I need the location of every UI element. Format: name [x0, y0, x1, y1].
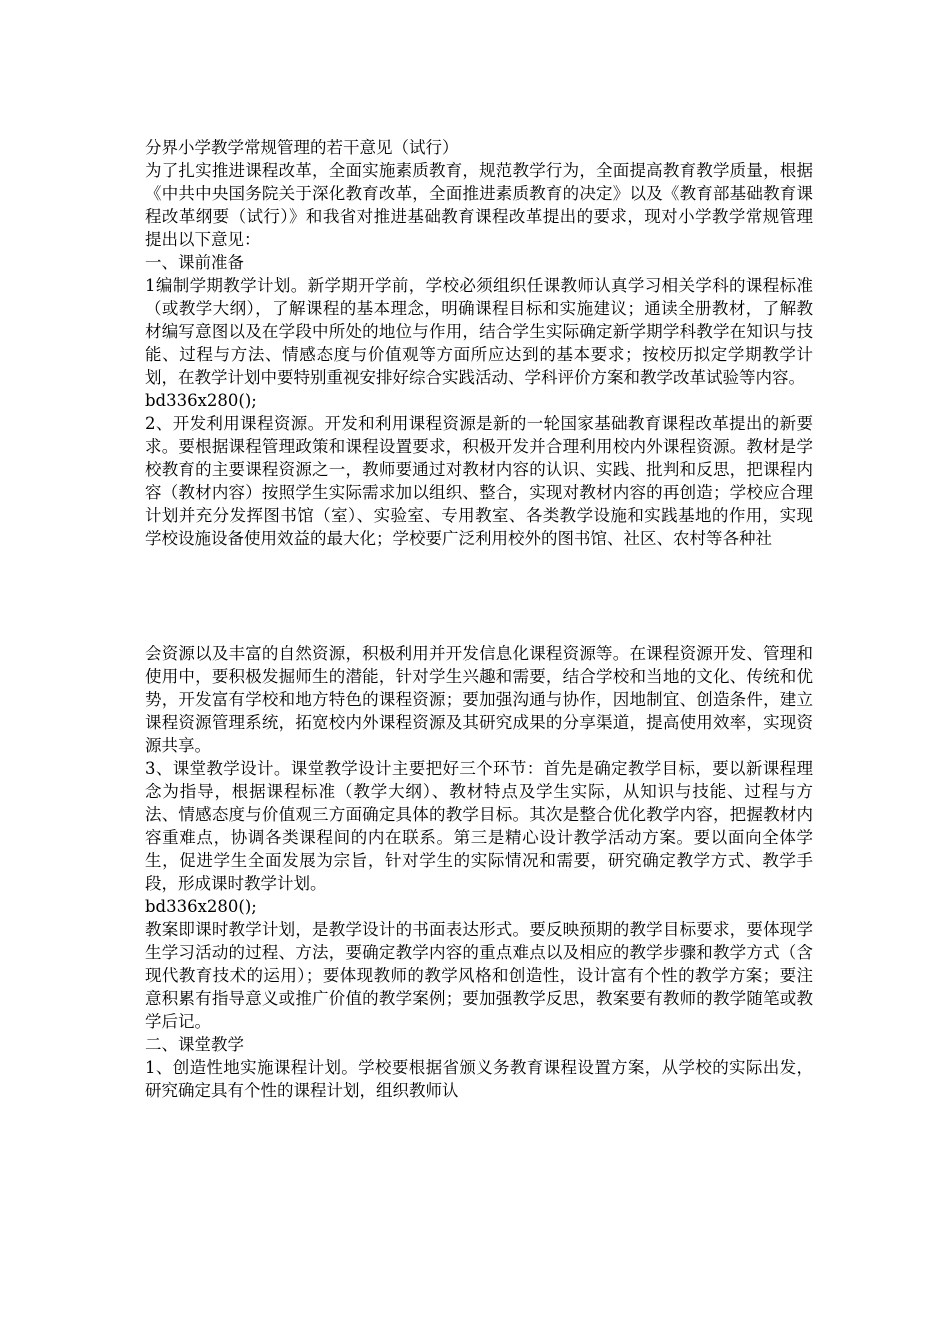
- paragraph-lesson-design: 3、课堂教学设计。课堂教学设计主要把好三个环节：首先是确定教学目标，要以新课程理念为指导，根据课程标准（教学大纲）、教材特点及学生实际，从知识与技能、过程与方法、情感态度与价值观三方面确定具体的教学目标。其次是整合优化教学内容，把握教材内容重难点，协调各类课程间的内在联系。第三是精心设计教学活动方案。要以面向全体学生，促进学生全面发展为宗旨，针对学生的实际情况和需要，研究确定教学方式、教学手段，形成课时教学计划。: [145, 759, 813, 893]
- paragraph-course-resources-continued: 会资源以及丰富的自然资源，积极利用并开发信息化课程资源等。在课程资源开发、管理和使用中，要积极发掘师生的潜能，针对学生兴趣和需要，结合学校和当地的文化、传统和优势，开发富有学校和地方特色的课程资源；要加强沟通与协作，因地制宜、创造条件，建立课程资源管理系统，拓宽校内外课程资源及其研究成果的分享渠道，提高使用效率，实现资源共享。: [145, 644, 813, 755]
- ad-code-line: bd336x280();: [145, 897, 257, 916]
- paragraph-lesson-plan: 教案即课时教学计划，是教学设计的书面表达形式。要反映预期的教学目标要求，要体现学生学习活动的过程、方法，要确定教学内容的重点难点以及相应的教学步骤和教学方式（含现代教育技术的运用）；要体现教师的教学风格和创造性，设计富有个性的教学方案；要注意积累有指导意义或推广价值的教学案例；要加强教学反思，教案要有教师的教学随笔或教学后记。: [145, 920, 813, 1031]
- section-heading-pre-class: 一、课前准备: [145, 253, 244, 272]
- section-heading-classroom-teaching: 二、课堂教学: [145, 1035, 244, 1054]
- page-break-gap: [145, 550, 813, 642]
- document-body: [145, 136, 813, 1102]
- ad-code-line: bd336x280();: [145, 391, 257, 410]
- intro-paragraph: 为了扎实推进课程改革，全面实施素质教育，规范教学行为，全面提高教育教学质量，根据《中共中央国务院关于深化教育改革，全面推进素质教育的决定》以及《教育部基础教育课程改革纲要（试行）》和我省对推进基础教育课程改革提出的要求，现对小学教学常规管理提出以下意见：: [145, 161, 813, 249]
- paragraph-semester-plan: 1编制学期教学计划。新学期开学前，学校必须组织任课教师认真学习相关学科的课程标准（或教学大纲），了解课程的基本理念，明确课程目标和实施建议；通读全册教材，了解教材编写意图以及在学段中所处的地位与作用，结合学生实际确定新学期学科教学在知识与技能、过程与方法、情感态度与价值观等方面所应达到的基本要求；按校历拟定学期教学计划，在教学计划中要特别重视安排好综合实践活动、学科评价方案和教学改革试验等内容。: [145, 276, 813, 387]
- paragraph-curriculum-implementation: 1、创造性地实施课程计划。学校要根据省颁义务教育课程设置方案，从学校的实际出发，研究确定具有个性的课程计划，组织教师认: [145, 1058, 813, 1100]
- document-title: 分界小学教学常规管理的若干意见（试行）: [145, 138, 459, 157]
- paragraph-course-resources: 2、开发利用课程资源。开发和利用课程资源是新的一轮国家基础教育课程改革提出的新要求。要根据课程管理政策和课程设置要求，积极开发并合理利用校内外课程资源。教材是学校教育的主要课程资源之一，教师要通过对教材内容的认识、实践、批判和反思，把课程内容（教材内容）按照学生实际需求加以组织、整合，实现对教材内容的再创造；学校应合理计划并充分发挥图书馆（室）、实验室、专用教室、各类教学设施和实践基地的作用，实现学校设施设备使用效益的最大化；学校要广泛利用校外的图书馆、社区、农村等各种社: [145, 414, 813, 548]
